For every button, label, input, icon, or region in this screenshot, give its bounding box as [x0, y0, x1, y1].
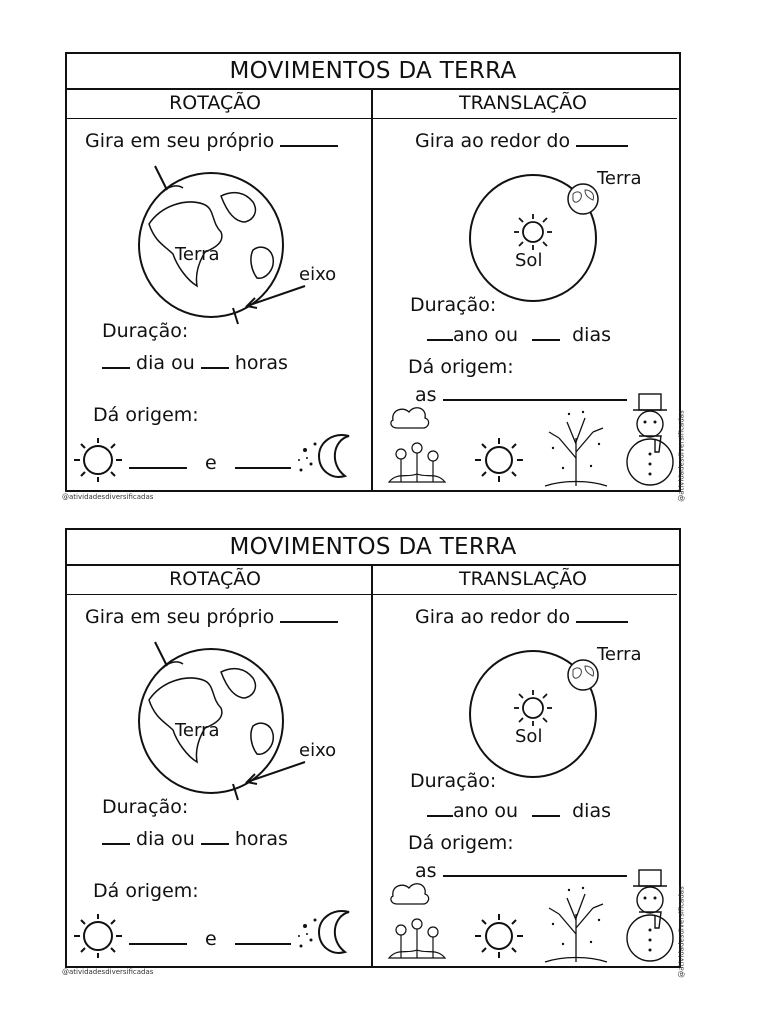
answer-blank[interactable] — [280, 145, 338, 147]
axis-label: eixo — [299, 264, 337, 285]
sun-icon — [70, 436, 126, 482]
rotation-duration-label: Duração: — [102, 320, 189, 342]
translation-origin-line: as — [415, 384, 627, 406]
footer-credit: @atividadesdiversificadas — [62, 493, 154, 501]
rotation-origin-line: e — [129, 452, 291, 474]
translation-origin-label: Dá origem: — [408, 832, 514, 854]
answer-blank[interactable] — [532, 815, 560, 817]
worksheet-card-1 — [65, 52, 686, 502]
answer-blank[interactable] — [576, 145, 628, 147]
sun-icon — [471, 436, 527, 484]
rotation-duration-line: dia ou horas — [102, 352, 288, 374]
moon-stars-icon — [297, 906, 363, 958]
sun-icon — [471, 912, 527, 960]
translation-heading: TRANSLAÇÃO — [459, 92, 587, 114]
sun-icon — [511, 688, 555, 728]
rotation-heading: ROTAÇÃO — [169, 92, 261, 114]
translation-duration-line: ano ou dias — [427, 324, 611, 346]
sun-icon — [70, 912, 126, 958]
autumn-tree-icon — [543, 884, 609, 964]
answer-blank[interactable] — [102, 367, 130, 369]
translation-spins-line: Gira ao redor do — [415, 130, 628, 152]
answer-blank[interactable] — [235, 943, 291, 945]
axis-arrow-icon — [241, 282, 311, 312]
translation-earth-label: Terra — [597, 644, 642, 665]
snowman-icon — [625, 868, 677, 964]
translation-duration-label: Duração: — [410, 770, 497, 792]
heading-underline — [67, 594, 677, 595]
answer-blank[interactable] — [235, 467, 291, 469]
earth-label: Terra — [175, 244, 220, 265]
rotation-heading: ROTAÇÃO — [169, 568, 261, 590]
answer-blank[interactable] — [201, 843, 229, 845]
column-divider — [371, 88, 373, 492]
answer-blank[interactable] — [129, 467, 187, 469]
snowman-icon — [625, 392, 677, 488]
answer-blank[interactable] — [129, 943, 187, 945]
side-credit: @atividadesdiversificadas — [677, 410, 686, 502]
translation-earth-label: Terra — [597, 168, 642, 189]
translation-duration-line: ano ou dias — [427, 800, 611, 822]
answer-blank[interactable] — [576, 621, 628, 623]
side-credit: @atividadesdiversificadas — [677, 886, 686, 978]
rotation-origin-label: Dá origem: — [93, 880, 199, 902]
translation-origin-line: as — [415, 860, 627, 882]
worksheet-title: MOVIMENTOS DA TERRA — [65, 528, 681, 566]
footer-credit: @atividadesdiversificadas — [62, 968, 154, 976]
translation-spins-line: Gira ao redor do — [415, 606, 628, 628]
answer-blank[interactable] — [427, 339, 453, 341]
rotation-origin-line: e — [129, 928, 291, 950]
translation-duration-label: Duração: — [410, 294, 497, 316]
rotation-duration-label: Duração: — [102, 796, 189, 818]
translation-origin-label: Dá origem: — [408, 356, 514, 378]
axis-arrow-icon — [241, 758, 311, 788]
column-divider — [371, 564, 373, 968]
rotation-duration-line: dia ou horas — [102, 828, 288, 850]
autumn-tree-icon — [543, 408, 609, 488]
spring-flowers-icon — [387, 878, 447, 964]
earth-label: Terra — [175, 720, 220, 741]
answer-blank[interactable] — [280, 621, 338, 623]
answer-blank[interactable] — [443, 399, 627, 401]
rotation-spins-line: Gira em seu próprio — [85, 130, 338, 152]
heading-underline — [67, 118, 677, 119]
sun-icon — [511, 212, 555, 252]
spring-flowers-icon — [387, 402, 447, 488]
answer-blank[interactable] — [201, 367, 229, 369]
answer-blank[interactable] — [443, 875, 627, 877]
translation-heading: TRANSLAÇÃO — [459, 568, 587, 590]
small-earth-icon — [565, 182, 601, 216]
rotation-spins-line: Gira em seu próprio — [85, 606, 338, 628]
worksheet-title: MOVIMENTOS DA TERRA — [65, 52, 681, 90]
answer-blank[interactable] — [102, 843, 130, 845]
worksheet-card-2 — [65, 528, 686, 978]
sun-label: Sol — [515, 726, 543, 747]
sun-label: Sol — [515, 250, 543, 271]
answer-blank[interactable] — [427, 815, 453, 817]
small-earth-icon — [565, 658, 601, 692]
rotation-origin-label: Dá origem: — [93, 404, 199, 426]
axis-label: eixo — [299, 740, 337, 761]
answer-blank[interactable] — [532, 339, 560, 341]
moon-stars-icon — [297, 430, 363, 482]
